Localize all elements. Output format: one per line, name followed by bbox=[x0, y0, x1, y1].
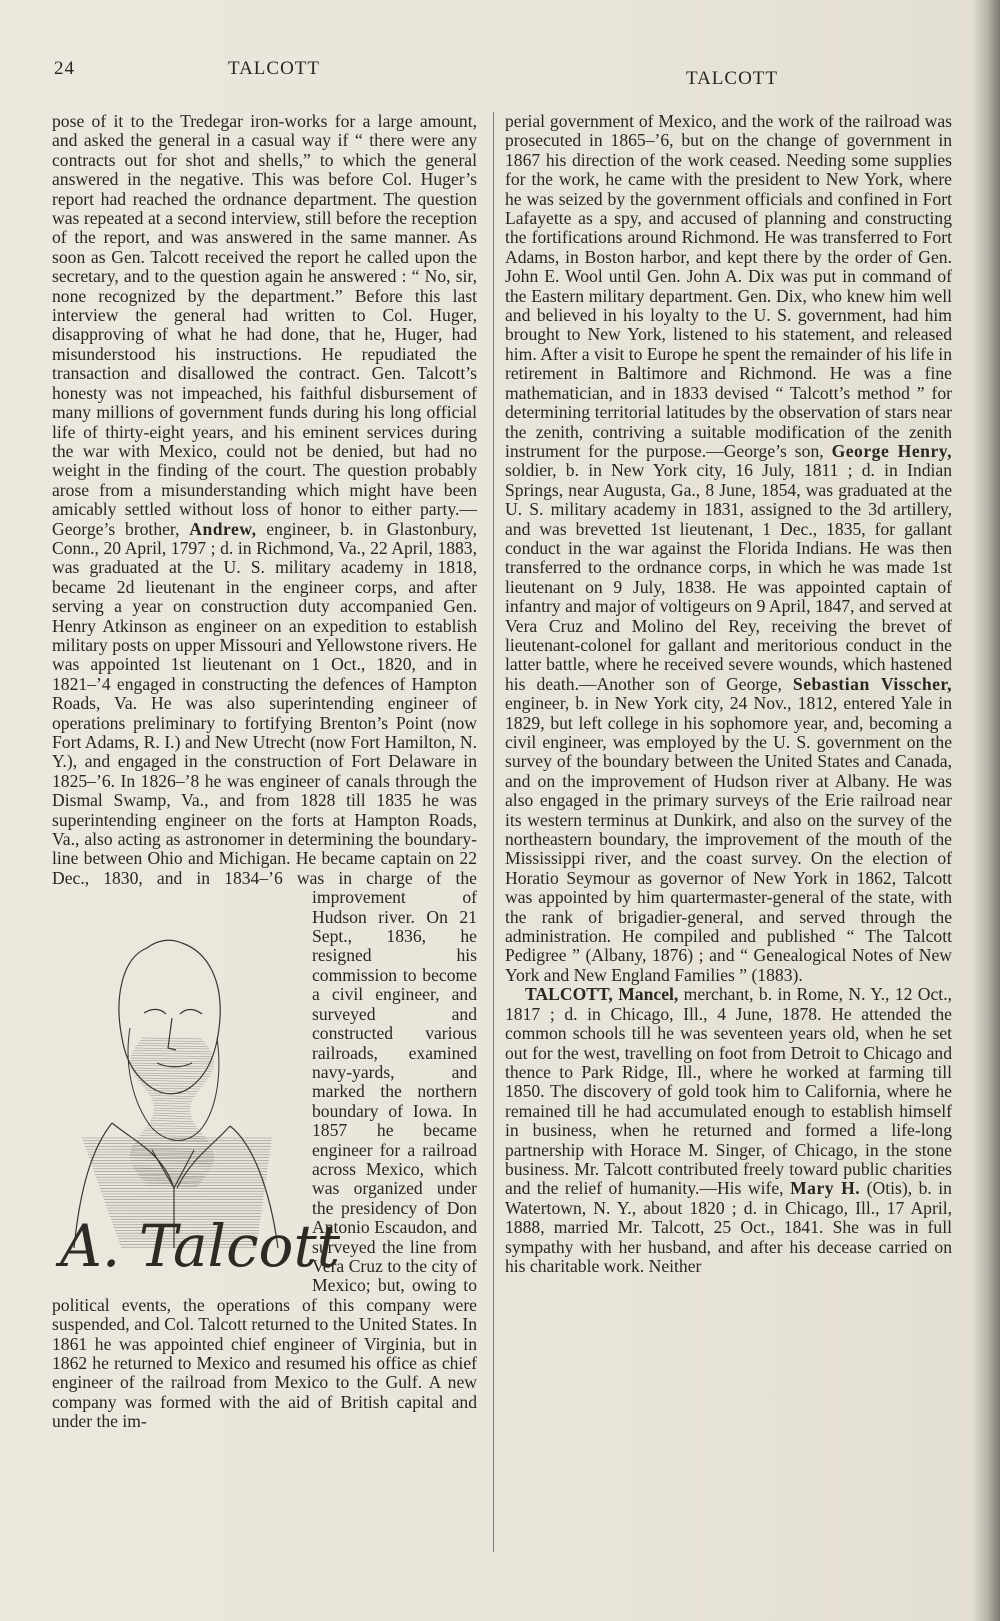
right-text-5: (Otis), b. in Watertown, N. Y., about 1820 ; d. in Chicago, Ill., 17 April, 1888, married Mr. Talcott, 25 Oct., 1841. She was in full sympathy with her husband, and after his decease carried on his charitable work. Neither bbox=[505, 1178, 952, 1276]
entry-name-george-henry: George Henry, bbox=[831, 440, 952, 461]
right-text-1: perial government of Mexico, and the work of the railroad was prosecuted in 1865–’6, but on the change of government in 1867 his direction of the work ceased. Needing some supplies for the work, he came with the president to New York, where he was seized by the government officials and confined in Fort Lafayette as a spy, and accused of planning and constructing the fortifications around Richmond. He was transferred to Fort Adams, in Boston harbor, and kept there by the order of Gen. John E. Wool until Gen. John A. Dix was put in command of the Eastern military department. Gen. Dix, who knew him well and believed in his loyalty to the U. S. government, had him brought to New York, listened to his statement, and released him. After a visit to Europe he spent the remainder of his life in retirement in Baltimore and Richmond. He was a fine mathematician, and in 1833 devised “ Talcott’s method ” for determining territorial latitudes by the observation of stars near the zenith, contriving a suitable modification of the zenith instrument for the purpose.—George’s son, bbox=[505, 111, 952, 461]
portrait-engraving bbox=[52, 888, 341, 1281]
left-column bbox=[52, 112, 477, 1432]
page-number: 24 bbox=[54, 58, 75, 79]
entry-name-andrew: Andrew, bbox=[189, 518, 257, 539]
page-edge-shadow bbox=[972, 0, 1000, 1621]
entry-title-mancel: TALCOTT, Mancel, bbox=[525, 984, 679, 1005]
left-text-2-part: engineer, b. in Glastonbury, Conn., 20 April, 1797 ; d. in Richmond, Va., 22 April, 1883, was graduated at the U. S. military academy in 1818, became 2d lieutenant in the engineer corps, and after serving a year on construction duty accompanied Gen. Henry Atkinson as engineer on an expedition to establish military posts on upper Missouri and Yellowstone rivers. He was appointed 1st lieutenant on 1 Oct., 1820, and in 1821–’4 engaged in constructing the defences of Hampton Roads, Va. He was also superintending engineer of operations preliminary to fortifying Brenton’s Point (now Fort Adams, R. I.) and New Utrecht (now Fort Hamilton, N. Y.), and engaged in the construction of Fort Delaware in 1825–’6. In 1826–’8 he was engineer of canals through the Dismal Swamp, Va., and from 1828 till 1835 he was superintending engineer on the forts at Hampton Roads, Va., also acting as astronomer in determining the boundary-line between Ohio and Michigan. He became captain on 22 Dec., 1830, and in 1834–’6 bbox=[52, 518, 478, 888]
right-text-3: engineer, b. in New York city, 24 Nov., 1812, entered Yale in 1829, but left college in his sophomore year, and, becoming a civil engineer, was employed by the U. S. government on the survey of the boundary between the United States and Canada, and on the improvement of Hudson river at Albany. He was also engaged in the primary surveys of the Erie railroad near its western terminus at Dunkirk, and also on the survey of the northeastern boundary, the improvement of the mouth of the Mississippi river, and the coast survey. On the election of Horatio Seymour as governor of New York in 1862, Talcott was appointed by him quartermaster-general of the state, with the rank of brigadier-general, and served through the administration. He compiled and published “ The Talcott Pedigree ” (Albany, 1876) ; and “ Genealogical Notes of New York and New England Families ” (1883). bbox=[505, 693, 952, 985]
left-text-2-continued: was in charge of the improvement of Hudson river. On 21 Sept., 1836, he resigned his commission to become a civil engineer, and surveyed and constructed various railroads, examined navy-yards, and marked the northern boundary of Iowa. In 1857 he became engineer for a railroad across Mexico, which was organized under the presidency of Don Antonio Escaudon, and surveyed the line from Vera Cruz to the city of Mexico; but, owing to political events, the operations of this company were suspended, and Col. Talcott returned to the United States. In 1861 he was appointed chief engineer of Virginia, but in 1862 he returned to Mexico and resumed his office as chief engineer of the railroad from Mexico to the Gulf. A new company was formed with the aid of British capital and under the im- bbox=[52, 867, 477, 1432]
running-head-left: TALCOTT bbox=[228, 58, 321, 79]
right-column bbox=[505, 112, 952, 1276]
left-text-1: pose of it to the Tredegar iron-works for a large amount, and asked the general in a casual way if “ there were any contracts out for shot and shells,” to which the general answered in the negative. This was before Col. Huger’s report had reached the ordnance department. The question was repeated at a second interview, still before the reception of the report, and was answered in the same manner. As soon as Gen. Talcott received the report he called upon the secretary, and to the question again he answered : “ No, sir, none recognized by the department.” Before this last interview the general had written to Col. Huger, disapproving of what he had done, that he, Huger, had misunderstood his instructions. He repudiated the transaction and disallowed the contract. Gen. Talcott’s honesty was not impeached, his faithful disbursement of many millions of government funds during his long official life of thirty-eight years, and his eminent services during the war with Mexico, could not be denied, but had no weight in the finding of the court. The question probably arose from a misunderstanding which might have been amicably settled without loss of honor to either party.—George’s brother, bbox=[52, 111, 477, 539]
entry-name-sebastian: Sebastian Visscher, bbox=[792, 673, 953, 694]
running-head-right: TALCOTT bbox=[686, 68, 779, 89]
right-text-4: merchant, b. in Rome, N. Y., 12 Oct., 1817 ; d. in Chicago, Ill., 4 June, 1878. He attended the common schools till he was seventeen years old, when he set out for the west, travelling on foot from Detroit to Chicago and thence to Park Ridge, Ill., where he worked at farming till 1850. The discovery of gold took him to California, where he remained till he had accumulated enough to establish himself in business, when he returned and formed a life-long partnership with Horace M. Singer, of Chicago, in the stone business. Mr. Talcott contributed freely toward public charities and the relief of humanity.—His wife, bbox=[505, 984, 952, 1199]
signature-text: A. Talcott bbox=[60, 1212, 341, 1281]
column-divider bbox=[493, 112, 494, 1552]
right-text-2: soldier, b. in New York city, 16 July, 1811 ; d. in Indian Springs, near Augusta, Ga., 8 June, 1854, was graduated at the U. S. military academy in 1831, assigned to the 3d artillery, and was brevetted 1st lieutenant, 1 Dec., 1835, for gallant conduct in the war against the Florida Indians. He was then transferred to the ordnance corps, in which he was made 1st lieutenant on 9 July, 1838. He was appointed captain of infantry and major of voltigeurs on 9 April, 1847, and served at Vera Cruz and Molino del Rey, receiving the brevet of lieutenant-colonel for gallant and meritorious conduct in the latter battle, where he received severe wounds, which hastened his death.—Another son of George, bbox=[505, 460, 952, 694]
left-paragraph bbox=[52, 112, 477, 1432]
entry-name-mary: Mary H. bbox=[790, 1178, 861, 1199]
right-paragraph-mancel bbox=[505, 985, 952, 1276]
right-paragraph bbox=[505, 112, 952, 985]
